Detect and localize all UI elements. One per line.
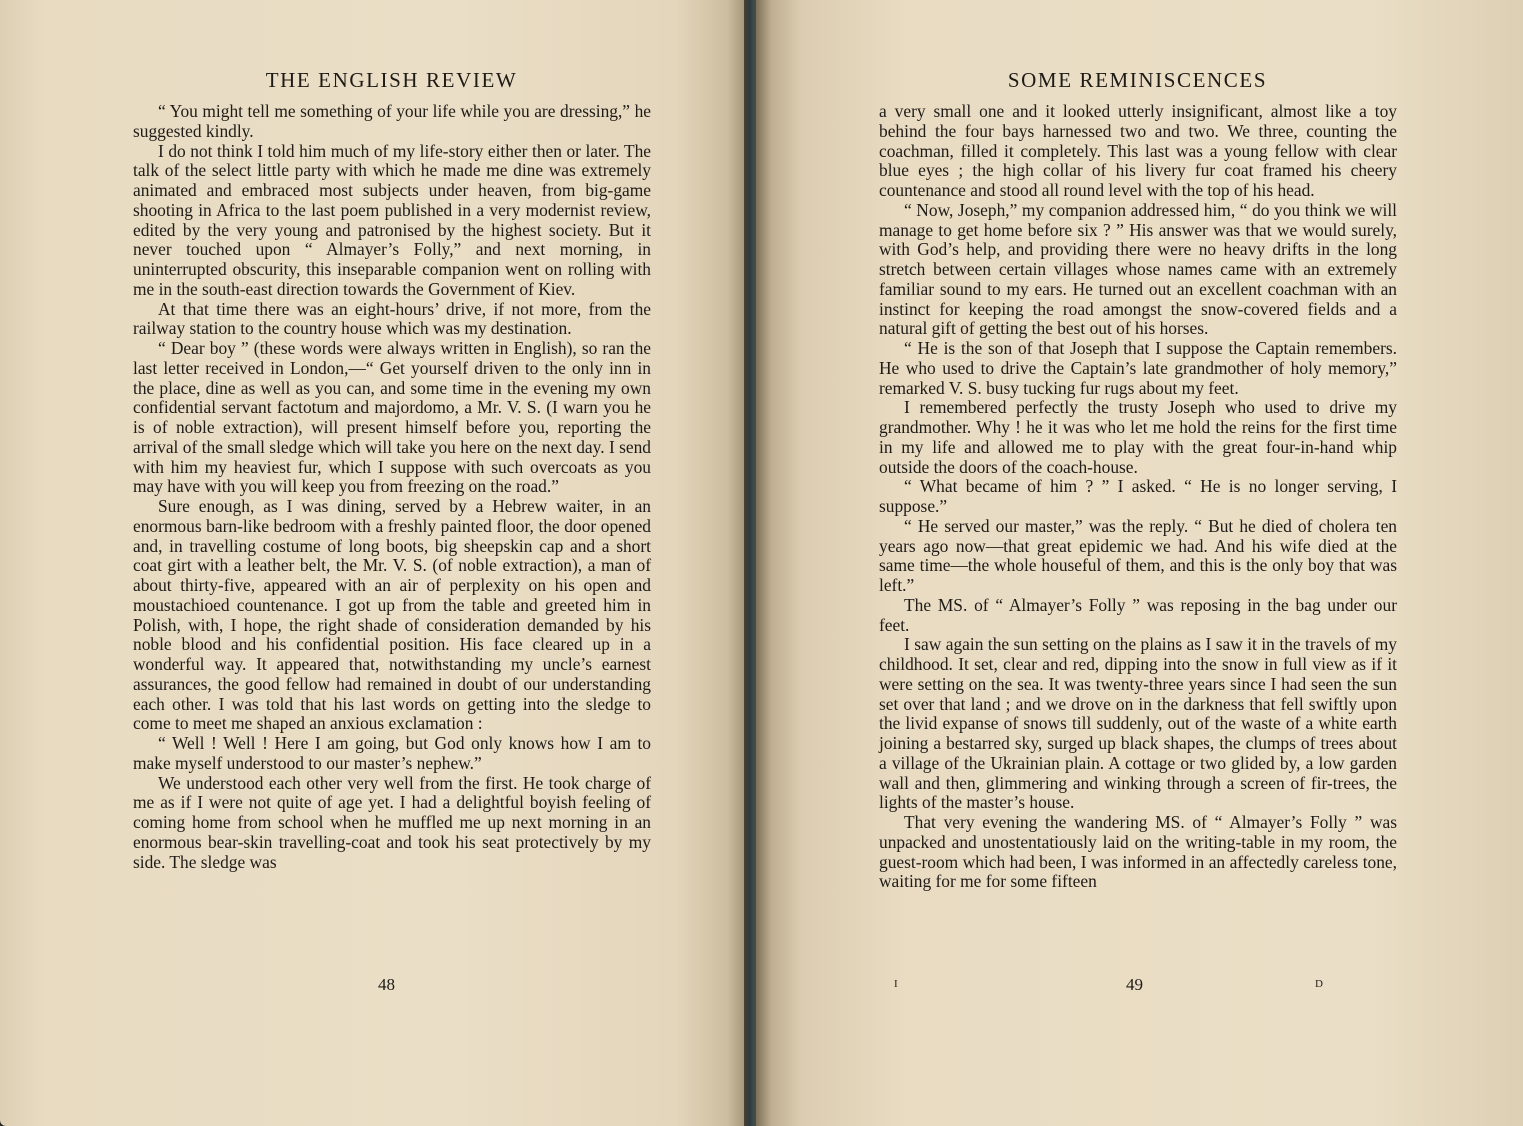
page-number: 48 (378, 975, 395, 994)
right-page (756, 0, 1523, 1126)
paragraph: I saw again the sun setting on the plains as I saw it in the travels of my childhood. It set, clear and red, dipping into the snow in full view as if it were setting on the sea. It was twenty-three years since I had seen the sun set over that land ; and we drove on in the darkness that fell swiftly upon the livid expanse of snows till suddenly, out of the waste of a white earth joining a bestarred sky, surged up black shapes, the clumps of trees about a village of the Ukrainian plain. A cottage or two glided by, a low garden wall and then, glimmering and winking through a screen of fir-trees, the lights of the master’s house. (879, 634, 1397, 813)
paragraph-continuation: a very small one and it looked utterly insignificant, almost like a toy behind the four bays harnessed two and two. We three, counting the coachman, filled it completely. This last was a young fellow with clear blue eyes ; the high collar of his livery fur coat framed his cheery countenance and stood all round level with the top of his head. (879, 101, 1397, 200)
paragraph: I remembered perfectly the trusty Joseph who used to drive my grandmother. Why ! he it was who let me hold the reins for the first time in my life and allowed me to play with the great four-in-hand whip outside the doors of the coach-house. (879, 397, 1397, 477)
paragraph: “ He served our master,” was the reply. “ But he died of cholera ten years ago now—that great epidemic we had. And his wife died at the same time—the whole houseful of them, and this is the only boy that was left.” (879, 515, 1397, 595)
paragraph: “ You might tell me something of your life while you are dressing,” he suggested kindly. (133, 101, 651, 141)
signature-mark: D (1315, 978, 1323, 990)
paragraph: We understood each other very well from the first. He took charge of me as if I were not quite of age yet. I had a delightful boyish feeling of coming home from school when he muffled me up next morning in an enormous bear-skin travelling-coat and took his seat protectively by my side. The sledge was (133, 772, 651, 872)
page-text (879, 102, 1397, 892)
paragraph: “ Dear boy ” (these words were always written in English), so ran the last letter received in London,—“ Get yourself driven to the only inn in the place, dine as well as you can, and some time in the evening my own confidential servant factotum and majordomo, a Mr. V. S. (I warn you he is of noble extraction), will present himself before you, reporting the arrival of the small sledge which will take you here on the next day. I send with him my heaviest fur, which I suppose with such overcoats as you may have with you will keep you from freezing on the road.” (133, 338, 651, 497)
running-head: SOME REMINISCENCES (1007, 68, 1268, 92)
page-text (133, 102, 651, 872)
page-number: 49 (1126, 975, 1143, 994)
left-page (0, 0, 750, 1126)
signature-mark: I (894, 978, 898, 990)
running-head: THE ENGLISH REVIEW (265, 68, 518, 92)
paragraph: “ He is the son of that Joseph that I suppose the Captain remembers. He who used to drive the Captain’s late grandmother of holy memory,” remarked V. S. busy tucking fur rugs about my feet. (879, 338, 1397, 398)
paragraph: Sure enough, as I was dining, served by a Hebrew waiter, in an enormous barn-like bedroom with a freshly painted floor, the door opened and, in travelling costume of long boots, big sheepskin cap and a short coat girt with a leather belt, the Mr. V. S. (of noble extraction), a man of about thirty-five, appeared with an air of perplexity on his open and moustachioed countenance. I got up from the table and greeted him in Polish, with, I hope, the right shade of consideration demanded by his noble blood and his confidential position. His face cleared up in a wonderful way. It appeared that, notwithstanding my uncle’s earnest assurances, the good fellow had remained in doubt of our understanding each other. I was told that his last words on getting into the sledge to come to meet me shaped an anxious exclamation : (133, 496, 651, 734)
paragraph: “ Well ! Well ! Here I am going, but God only knows how I am to make myself understood to our master’s nephew.” (133, 733, 651, 773)
paragraph: That very evening the wandering MS. of “ Almayer’s Folly ” was unpacked and unostentatiously laid on the writing-table in my room, the guest-room which had been, I was informed in an affectedly careless tone, waiting for me for some fifteen (879, 812, 1397, 892)
paragraph: “ Now, Joseph,” my companion addressed him, “ do you think we will manage to get home before six ? ” His answer was that we would surely, with God’s help, and providing there were no heavy drifts in the long stretch between certain villages whose names came with an extremely familiar sound to my ears. He turned out an excellent coachman with an instinct for keeping the road amongst the snow-covered fields and a natural gift of getting the best out of his horses. (879, 199, 1397, 339)
paragraph: I do not think I told him much of my life-story either then or later. The talk of the select little party with which he made me dine was extremely animated and embraced most subjects under heaven, from big-game shooting in Africa to the last poem published in a very modernist review, edited by the very young and patronised by the highest society. But it never touched upon “ Almayer’s Folly,” and next morning, in uninterrupted obscurity, this inseparable companion went on rolling with me in the south-east direction towards the Government of Kiev. (133, 140, 651, 299)
paragraph: At that time there was an eight-hours’ drive, if not more, from the railway station to the country house which was my destination. (133, 298, 651, 339)
paragraph: The MS. of “ Almayer’s Folly ” was reposing in the bag under our feet. (879, 594, 1397, 635)
paragraph: “ What became of him ? ” I asked. “ He is no longer serving, I suppose.” (879, 476, 1397, 516)
